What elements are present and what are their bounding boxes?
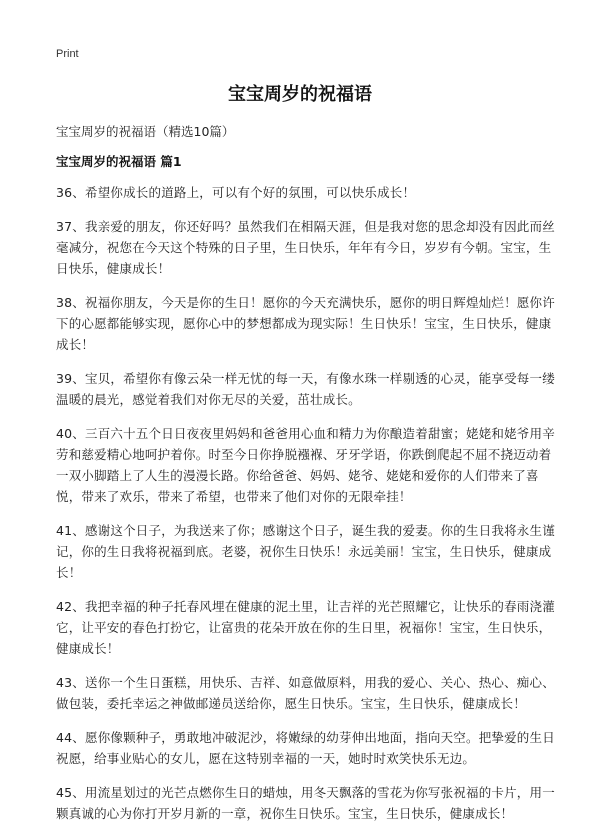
document-subtitle: 宝宝周岁的祝福语（精选10篇） [56, 124, 235, 139]
page-title: 宝宝周岁的祝福语 [228, 84, 372, 105]
paragraph: 37、我亲爱的朋友，你还好吗？虽然我们在相隔天涯，但是我对您的思念却没有因此而丝毫减分，祝您在今天这个特殊的日子里，生日快乐，年年有今日，岁岁有今朝。宝宝，生日快乐，健康成长！ [56, 219, 555, 276]
paragraph: 44、愿你像颗种子，勇敢地冲破泥沙，将嫩绿的幼芽伸出地面，指向天空。把挚爱的生日祝愿，给事业贴心的女儿，愿在这特别幸福的一天，她时时欢笑快乐无边。 [56, 730, 555, 766]
paragraph-list [56, 182, 556, 837]
section-heading: 宝宝周岁的祝福语 篇1 [56, 154, 182, 169]
print-link[interactable]: Print [56, 48, 79, 60]
paragraph: 41、感谢这个日子，为我送来了你；感谢这个日子，诞生我的爱妻。你的生日我将永生谨记，你的生日我将祝福到底。老婆，祝你生日快乐！永远美丽！宝宝，生日快乐，健康成长！ [56, 523, 555, 580]
paragraph: 36、希望你成长的道路上，可以有个好的氛围，可以快乐成长！ [56, 185, 416, 200]
paragraph: 43、送你一个生日蛋糕，用快乐、吉祥、如意做原料，用我的爱心、关心、热心、痴心、做包装，委托幸运之神做邮递员送给你，愿生日快乐。宝宝，生日快乐，健康成长！ [56, 675, 555, 711]
paragraph: 40、三百六十五个日日夜夜里妈妈和爸爸用心血和精力为你酿造着甜蜜；姥姥和姥爷用辛劳和慈爱精心地呵护着你。时至今日你挣脱襁褓、牙牙学语，你跌倒爬起不屈不挠迈动着一双小脚踏上了人生的漫漫长路。你给爸爸、妈妈、姥爷、姥姥和爱你的人们带来了喜悦，带来了欢乐，带来了希望，也带来了他们对你的无限牵挂！ [56, 426, 555, 504]
paragraph: 38、祝福你朋友，今天是你的生日！愿你的今天充满快乐，愿你的明日辉煌灿烂！愿你许下的心愿都能够实现，愿你心中的梦想都成为现实际！生日快乐！宝宝，生日快乐，健康成长！ [56, 295, 555, 352]
paragraph: 39、宝贝，希望你有像云朵一样无忧的每一天，有像水珠一样剔透的心灵，能享受每一缕温暖的晨光，感觉着我们对你无尽的关爱，茁壮成长。 [56, 371, 555, 407]
paragraph: 42、我把幸福的种子托春风埋在健康的泥土里，让吉祥的光芒照耀它，让快乐的春雨浇灌它，让平安的春色打扮它，让富贵的花朵开放在你的生日里，祝福你！宝宝，生日快乐，健康成长！ [56, 599, 555, 656]
paragraph: 45、用流星划过的光芒点燃你生日的蜡烛，用冬天飘落的雪花为你写张祝福的卡片，用一颗真诚的心为你打开岁月新的一章，祝你生日快乐。宝宝，生日快乐，健康成长！ [56, 785, 555, 821]
